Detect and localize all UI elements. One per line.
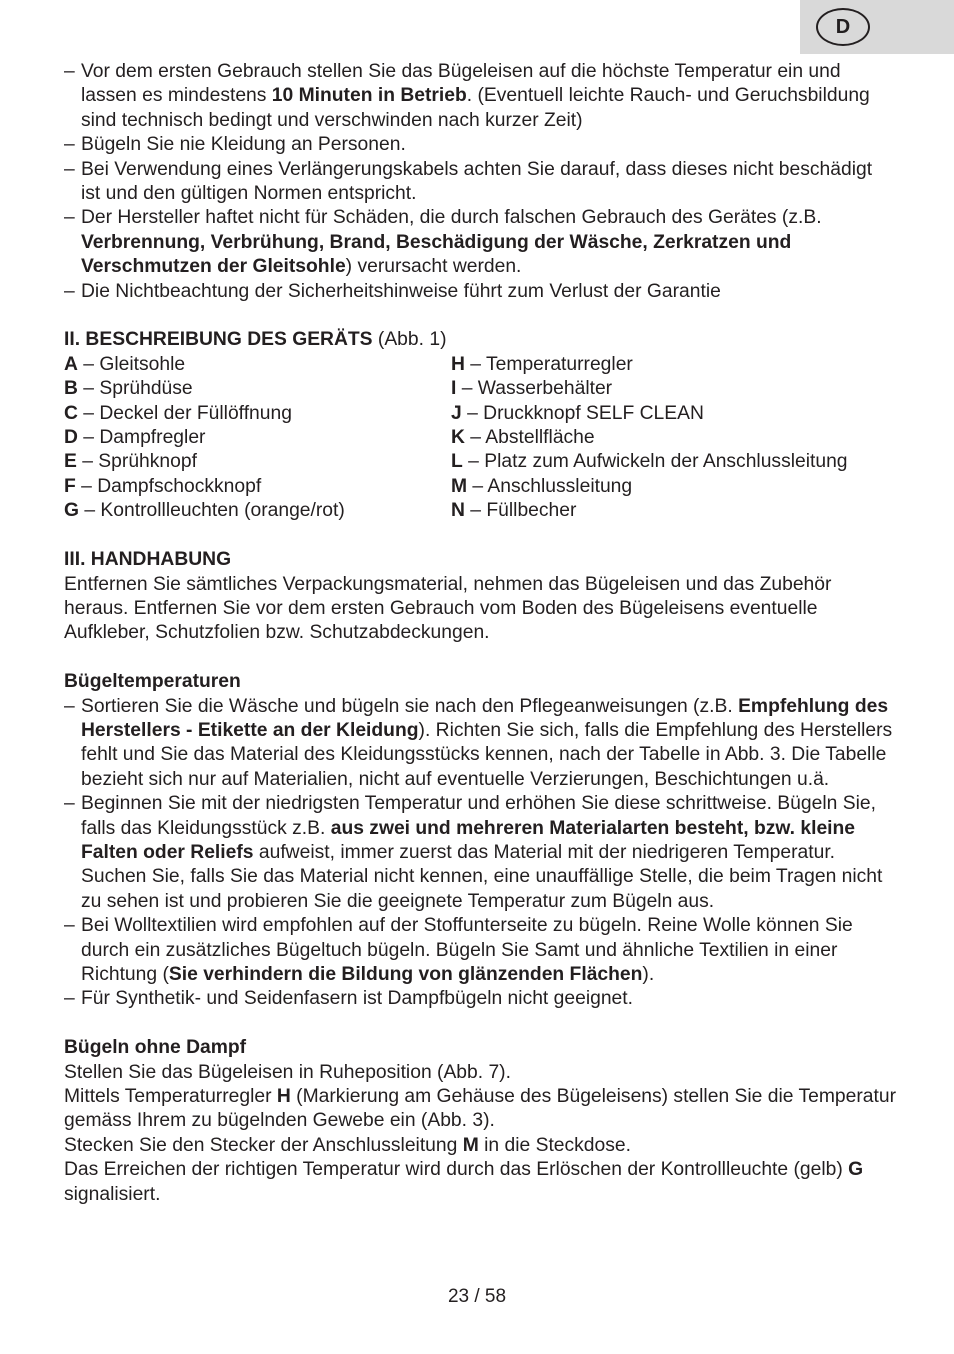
part-label: – Druckknopf SELF CLEAN (461, 402, 704, 424)
part-label: – Dampfschockknopf (75, 475, 262, 497)
part-label: – Dampfregler (77, 427, 206, 449)
list-item (64, 158, 896, 207)
language-tab (800, 0, 954, 54)
emphasis-text: M (462, 1134, 479, 1156)
part-item (451, 353, 896, 377)
page-content (64, 60, 896, 1207)
parts-legend (64, 353, 896, 524)
part-item (64, 499, 451, 523)
text-run: Vor dem ersten Gebrauch stellen Sie das Bügeleisen auf die höchste Temperatur ein und lassen es mindestens (81, 61, 841, 107)
text-run: . (Eventuell leichte Rauch- und Geruchsbildung sind technisch bedingt und verschwinden nach kurzer Zeit) (81, 85, 870, 131)
section-heading-handling: III. HANDHABUNG (64, 549, 232, 571)
safety-notes-list (64, 60, 896, 304)
list-item (64, 280, 896, 304)
list-item (64, 792, 896, 914)
emphasis-text: Sie verhindern die Bildung von glänzenden Flächen (168, 963, 643, 985)
text-run: Das Erreichen der richtigen Temperatur wird durch das Erlöschen der Kontrollleuchte (gelb) (64, 1159, 849, 1181)
part-label: – Temperaturregler (464, 353, 633, 375)
part-letter: G (64, 500, 79, 522)
part-label: – Abstellfläche (464, 427, 595, 449)
part-label: – Sprühdüse (77, 378, 193, 400)
text-run: Die Nichtbeachtung der Sicherheitshinweise führt zum Verlust der Garantie (81, 280, 721, 302)
part-letter: N (451, 500, 465, 522)
subheading-ironing-temperatures: Bügeltemperaturen (64, 671, 241, 693)
part-item (64, 475, 451, 499)
part-letter: D (64, 427, 78, 449)
emphasis-text: H (276, 1086, 291, 1107)
part-letter: I (451, 378, 457, 400)
page-number: 23 / 58 (447, 1286, 507, 1307)
part-letter: C (64, 402, 78, 424)
no-steam-instructions (64, 1061, 896, 1207)
part-label: – Deckel der Füllöffnung (77, 402, 292, 424)
list-item (64, 206, 896, 279)
part-letter: L (451, 451, 463, 473)
list-item (64, 914, 896, 987)
parts-legend-right (451, 353, 896, 524)
text-run: signalisiert. (64, 1183, 161, 1205)
section-heading-description: II. BESCHREIBUNG DES GERÄTS (Abb. 1) (64, 329, 447, 351)
text-run: Sortieren Sie die Wäsche und bügeln sie nach den Pflegeanweisungen (z.B. (81, 695, 739, 717)
list-item (64, 695, 896, 793)
text-run: Bei Wolltextilien wird empfohlen auf der Stoffunterseite zu bügeln. Reine Wolle können Sie durch ein zusätzliches Bügeltuch bügeln. Bügeln Sie Samt und ähnliche Textilien in einer Richtung ( (81, 915, 853, 985)
part-item (64, 402, 451, 426)
text-run: Für Synthetik- und Seidenfasern ist Dampfbügeln nicht geeignet. (81, 988, 633, 1010)
text-run: aufweist, immer zuerst das Material mit der niedrigeren Temperatur. Suchen Sie, falls Sie das Material nicht kennen, eine unauffällige Stelle, die beim Tragen nicht zu sehen ist und probieren Sie die geeignete Temperatur zum Bügeln aus. (81, 841, 883, 912)
instruction-line (64, 1061, 896, 1085)
language-badge: D (816, 8, 870, 46)
text-run: in die Steckdose. (478, 1134, 631, 1156)
part-label: – Sprühknopf (76, 451, 197, 473)
text-run: ). (642, 963, 655, 985)
part-letter: F (64, 475, 76, 497)
list-item (64, 133, 896, 157)
part-label: – Platz zum Aufwickeln der Anschlussleitung (462, 451, 848, 473)
emphasis-text: Empfehlung des Herstellers - Etikette an der Kleidung (81, 695, 889, 741)
emphasis-text: G (848, 1159, 864, 1181)
part-label: – Gleitsohle (77, 353, 186, 375)
emphasis-text: 10 Minuten in Betrieb (271, 85, 467, 107)
part-item (451, 499, 896, 523)
text-run: Mittels Temperaturregler (64, 1086, 277, 1107)
instruction-line (64, 1085, 896, 1134)
part-item (451, 402, 896, 426)
instruction-line (64, 1134, 896, 1158)
instruction-line (64, 1158, 896, 1207)
part-letter: H (451, 353, 465, 375)
part-letter: M (451, 475, 468, 497)
text-run: (Markierung am Gehäuse des Bügeleisens) stellen Sie die Temperatur gemäss Ihrem zu bügelnden Gewebe ein (Abb. 3). (64, 1086, 897, 1132)
text-run: Beginnen Sie mit der niedrigsten Temperatur und erhöhen Sie diese schrittweise. Bügeln Sie, falls das Kleidungsstück z.B. (81, 793, 876, 839)
part-label: – Füllbecher (464, 500, 577, 522)
text-run: Stecken Sie den Stecker der Anschlussleitung (64, 1134, 463, 1156)
part-item (64, 426, 451, 450)
part-label: – Anschlussleitung (467, 475, 633, 497)
emphasis-text: Verbrennung, Verbrühung, Brand, Beschädigung der Wäsche, Zerkratzen und Verschmutzen der Gleitsohle (81, 231, 792, 278)
part-item (64, 450, 451, 474)
text-run: Bügeln Sie nie Kleidung an Personen. (81, 134, 406, 156)
part-letter: K (451, 427, 465, 449)
part-letter: E (64, 451, 77, 473)
part-label: – Wasserbehälter (456, 378, 613, 400)
text-run: Bei Verwendung eines Verlängerungskabels achten Sie darauf, dass dieses nicht beschädigt ist und den gültigen Normen entspricht. (81, 158, 873, 205)
text-run: ). Richten Sie sich, falls die Empfehlung des Herstellers fehlt und Sie das Material des Kleidungsstücks kennen, nach der Tabelle in Abb. 3. Die Tabelle bezieht sich nur auf Materialien, nicht auf eventuelle Verzierungen, Beschichtungen u.ä. (81, 719, 893, 790)
emphasis-text: aus zwei und mehreren Materialarten besteht, bzw. kleine Falten oder Reliefs (81, 817, 856, 863)
part-label: – Kontrollleuchten (orange/rot) (79, 500, 345, 522)
subheading-ironing-without-steam: Bügeln ohne Dampf (64, 1037, 247, 1059)
text-run: ) verursacht werden. (345, 256, 522, 278)
handling-intro-paragraph: Entfernen Sie sämtliches Verpackungsmaterial, nehmen das Bügeleisen und das Zubehör heraus. Entfernen Sie vor dem ersten Gebrauch vom Boden des Bügeleisens eventuelle Aufkleber, Schutzfolien bzw. Schutzabdeckungen. (64, 573, 832, 644)
part-item (451, 475, 896, 499)
list-item (64, 60, 896, 133)
part-letter: B (64, 378, 78, 400)
part-item (64, 377, 451, 401)
part-letter: J (451, 402, 462, 424)
part-item (451, 377, 896, 401)
part-item (451, 426, 896, 450)
temperature-notes-list (64, 695, 896, 1012)
part-item (451, 450, 896, 474)
part-item (64, 353, 451, 377)
list-item (64, 987, 896, 1011)
part-letter: A (64, 353, 78, 375)
text-run: Stellen Sie das Bügeleisen in Ruheposition (Abb. 7). (64, 1061, 511, 1083)
text-run: Der Hersteller haftet nicht für Schäden, die durch falschen Gebrauch des Gerätes (z.B. (81, 207, 822, 229)
parts-legend-left (64, 353, 451, 524)
